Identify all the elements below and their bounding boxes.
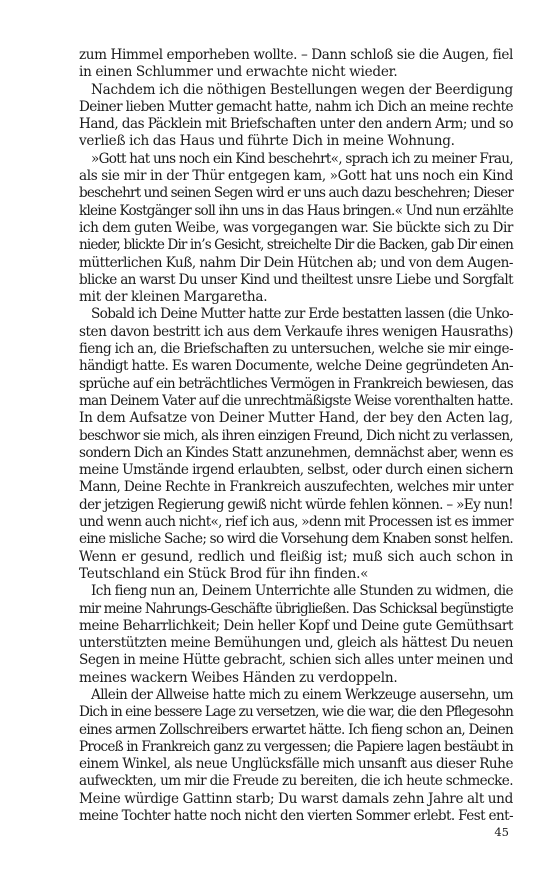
text-line: kleine Kostgänger soll ihn uns in das Haus bringen.« Und nun erzählte (79, 202, 513, 219)
text-line: einem Winkel, als neue Unglücksfälle mich unsanft aus dieser Ruhe (79, 756, 513, 773)
text-line: blicke an warst Du unser Kind und theiltest unsre Liebe und Sorgfalt (79, 271, 513, 288)
text-line: eine misliche Sache; so wird die Vorsehung dem Knaben sonst helfen. (79, 531, 513, 548)
text-line: sondern Dich an Kindes Statt anzunehmen, demnächst aber, wenn es (79, 444, 513, 461)
text-line: sprüche auf ein beträchtliches Vermögen in Frankreich bewiesen, das (79, 375, 513, 392)
text-line: zum Himmel emporheben wollte. – Dann schloß sie die Augen, fiel (79, 47, 513, 63)
text-line: Ich fieng nun an, Deinem Unterrichte alle Stunden zu widmen, die (91, 583, 513, 600)
text-line: ich dem guten Weibe, was vorgegangen war. Sie bückte sich zu Dir (79, 219, 513, 236)
text-line: händigt hatte. Es waren Documente, welche Deine gegründeten An- (79, 358, 513, 375)
text-line: meine Beharrlichkeit; Dein heller Kopf und Deine gute Gemüthsart (79, 617, 513, 634)
text-line: In dem Aufsatze von Deiner Mutter Hand, der bey den Acten lag, (79, 410, 513, 427)
text-line: man Deinem Vater auf die unrechtmäßigste Weise vorenthalten hatte. (79, 392, 513, 409)
text-line: aufweckten, um mir die Freude zu bereiten, die ich heute schmecke. (79, 773, 513, 790)
text-line: Teutschland ein Stück Brod für ihn finden.« (79, 565, 369, 582)
text-line: beschwor sie mich, als ihren einzigen Freund, Dich nicht zu verlassen, (79, 427, 513, 444)
text-line: meines wackern Weibes Händen zu verdoppeln. (79, 669, 398, 686)
text-line: nieder, blickte Dir in’s Gesicht, streichelte Dir die Backen, gab Dir einen (79, 237, 513, 254)
text-line: mütterlichen Kuß, nahm Dir Dein Hütchen ab; und von dem Augen- (79, 254, 513, 271)
page-number: 45 (494, 825, 509, 839)
text-line: meine Tochter hatte noch nicht den vierten Sommer erlebt. Fest ent- (79, 808, 513, 825)
text-line: Meine würdige Gattinn starb; Du warst damals zehn Jahre alt und (79, 790, 513, 807)
text-line: Mann, Deine Rechte in Frankreich auszufechten, welches mir unter (79, 479, 513, 496)
text-line: als sie mir in der Thür entgegen kam, »Gott hat uns noch ein Kind (79, 168, 513, 185)
text-line: Hand, das Päcklein mit Briefschaften unter den andern Arm; und so (79, 116, 513, 133)
text-line: »Gott hat uns noch ein Kind beschehrt«, sprach ich zu meiner Frau, (91, 150, 513, 167)
text-line: Deiner lieben Mutter gemacht hatte, nahm ich Dich an meine rechte (79, 98, 513, 115)
text-line: Allein der Allweise hatte mich zu einem Werkzeuge ausersehn, um (91, 686, 513, 703)
text-line: fieng ich an, die Briefschaften zu untersuchen, welche sie mir einge- (79, 341, 513, 358)
text-line: Segen in meine Hütte gebracht, schien sich alles unter meinen und (79, 652, 513, 669)
text-line: mir meine Nahrungs-Geschäfte übrigließen. Das Schicksal begünstigte (79, 600, 513, 617)
text-line: Proceß in Frankreich ganz zu vergessen; die Papiere lagen bestäubt in (79, 738, 513, 755)
text-line: mit der kleinen Margaretha. (79, 289, 268, 306)
body-text (79, 47, 513, 825)
text-line: in einen Schlummer und erwachte nicht wieder. (79, 64, 398, 81)
text-line: meine Umstände irgend erlaubten, selbst, oder durch einen sichern (79, 462, 513, 479)
text-line: Nachdem ich die nöthigen Bestellungen wegen der Beerdigung (91, 81, 513, 98)
text-line: der jetzigen Regierung gewiß nicht würde fehlen können. – »Ey nun! (79, 496, 513, 513)
text-line: Wenn er gesund, redlich und fleißig ist; muß sich auch schon in (79, 548, 513, 565)
text-line: eines armen Zollschreibers erwartet hätte. Ich fieng schon an, Deinen (79, 721, 513, 738)
text-line: und wenn auch nicht«, rief ich aus, »denn mit Processen ist es immer (79, 514, 513, 531)
text-line: sten davon bestritt ich aus dem Verkaufe ihres wenigen Hausraths) (79, 323, 513, 340)
text-line: unterstützten meine Bemühungen und, gleich als hättest Du neuen (79, 635, 513, 652)
text-line: Dich in eine bessere Lage zu versetzen, wie die war, die den Pflegesohn (79, 704, 513, 721)
text-line: verließ ich das Haus und führte Dich in meine Wohnung. (79, 133, 455, 150)
text-line: Sobald ich Deine Mutter hatte zur Erde bestatten lassen (die Unko- (91, 306, 513, 323)
text-line: beschehrt und seinen Segen wird er uns auch dazu beschehren; Dieser (79, 185, 513, 202)
